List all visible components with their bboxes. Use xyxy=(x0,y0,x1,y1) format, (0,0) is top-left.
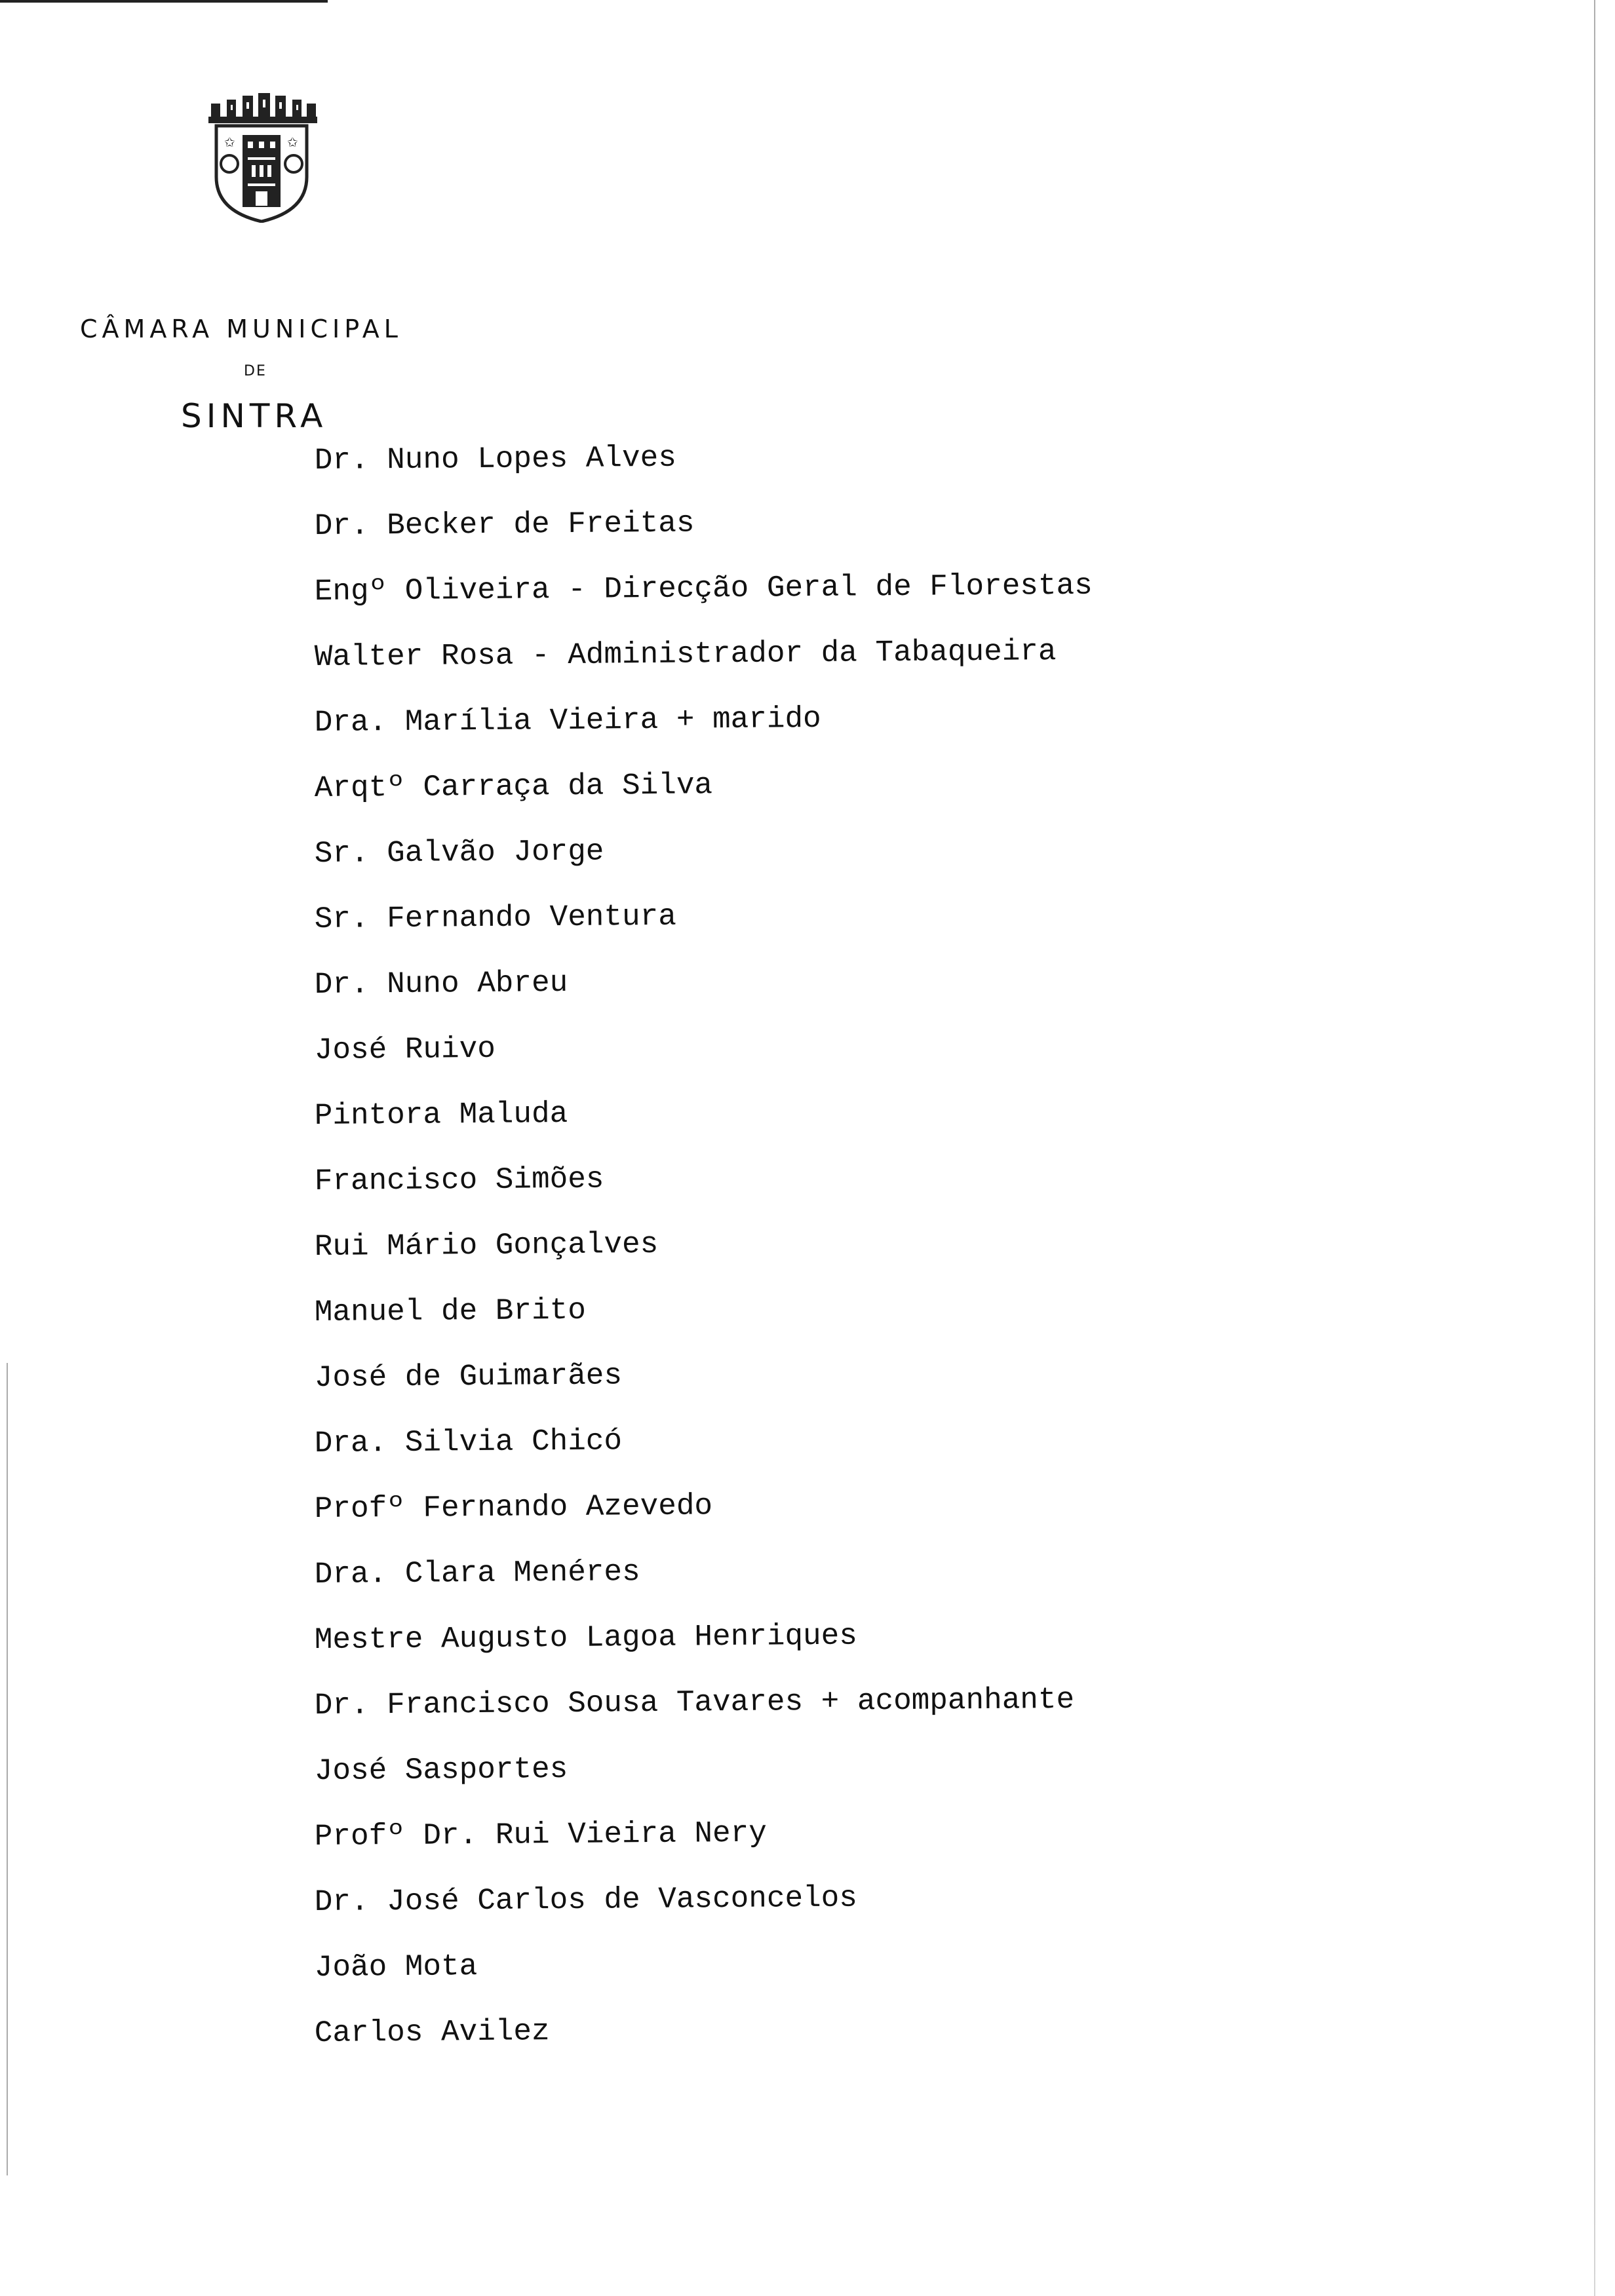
organization-preposition: DE xyxy=(244,363,267,379)
guest-list xyxy=(314,440,1232,2084)
list-item: Dra. Silvia Chicó xyxy=(314,1424,623,1461)
list-item: Rui Mário Gonçalves xyxy=(314,1227,659,1264)
list-item: Dr. Francisco Sousa Tavares + acompanhante xyxy=(314,1682,1075,1723)
list-item: José Ruivo xyxy=(314,1031,496,1067)
list-item: Francisco Simões xyxy=(314,1162,604,1198)
list-item: Manuel de Brito xyxy=(314,1293,587,1330)
list-item: Carlos Avilez xyxy=(314,2014,550,2050)
scan-artifact-right-edge xyxy=(1594,0,1595,2296)
list-item: Mestre Augusto Lagoa Henriques xyxy=(314,1618,858,1657)
list-item: Sr. Fernando Ventura xyxy=(314,899,677,936)
svg-text:✩: ✩ xyxy=(224,134,235,150)
list-item: Dr. Becker de Freitas xyxy=(314,506,695,543)
list-item: Engº Oliveira - Direcção Geral de Florestas xyxy=(314,568,1093,609)
svg-text:✩: ✩ xyxy=(287,134,298,150)
list-item: Dr. Nuno Abreu xyxy=(314,965,568,1002)
list-item: Pintora Maluda xyxy=(314,1096,568,1133)
list-item: Walter Rosa - Administrador da Tabaqueira xyxy=(314,634,1057,674)
organization-name: CÂMARA MUNICIPAL xyxy=(80,315,402,343)
list-item: Profº Dr. Rui Vieira Nery xyxy=(314,1816,768,1854)
scan-artifact-top xyxy=(0,0,328,3)
list-item: João Mota xyxy=(314,1949,478,1985)
list-item: Sr. Galvão Jorge xyxy=(314,834,604,871)
letterhead xyxy=(72,92,439,435)
list-item: Dr. José Carlos de Vasconcelos xyxy=(314,1881,858,1919)
list-item: Profº Fernando Azevedo xyxy=(314,1489,713,1526)
list-item: Dra. Clara Menéres xyxy=(314,1555,640,1592)
list-item: José Sasportes xyxy=(314,1751,568,1788)
list-item: Dra. Marília Vieira + marido xyxy=(314,701,821,740)
list-item: José de Guimarães xyxy=(314,1358,623,1395)
scan-artifact-left-edge xyxy=(7,1363,8,2175)
organization-city: SINTRA xyxy=(181,397,328,435)
sintra-coat-of-arms-icon xyxy=(202,92,320,223)
list-item: Arqtº Carraça da Silva xyxy=(314,768,713,805)
list-item: Dr. Nuno Lopes Alves xyxy=(314,440,677,478)
